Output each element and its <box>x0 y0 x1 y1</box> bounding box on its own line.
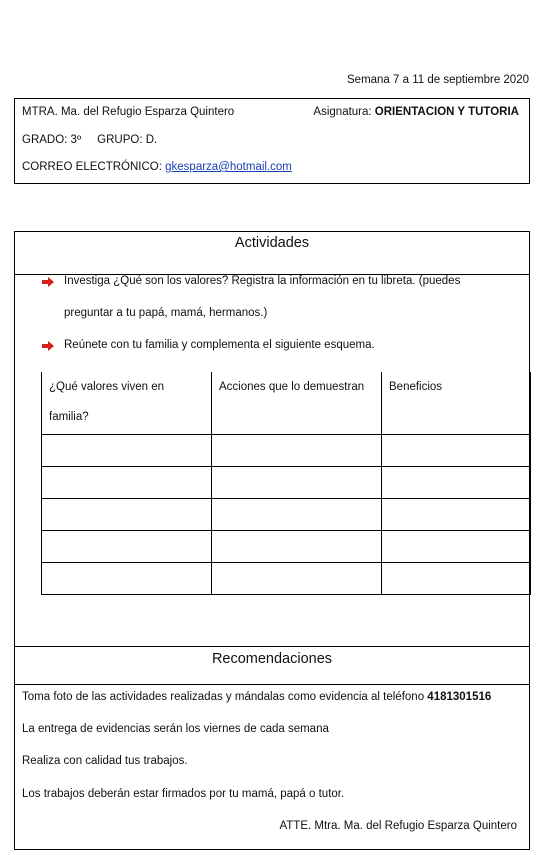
date-line: Semana 7 a 11 de septiembre 2020 <box>347 74 529 86</box>
table-cell[interactable] <box>42 499 212 531</box>
email-link[interactable]: gkesparza@hotmail.com <box>165 161 292 173</box>
arrow-bullet-icon <box>42 277 54 287</box>
recommendation-1 <box>22 691 491 703</box>
arrow-bullet-icon <box>42 341 54 351</box>
activity-2: Reúnete con tu familia y complementa el siguiente esquema. <box>64 339 375 351</box>
table-row <box>42 563 531 595</box>
subject-line <box>313 106 519 118</box>
subject-value: ORIENTACION Y TUTORIA <box>374 106 519 118</box>
table-row <box>42 499 531 531</box>
recommendations-title: Recomendaciones <box>211 651 333 667</box>
col-header-values-line-2: familia? <box>49 411 89 423</box>
col-header-benefits: Beneficios <box>382 372 531 435</box>
table-cell[interactable] <box>42 435 212 467</box>
email-line <box>22 161 292 173</box>
table-row <box>42 531 531 563</box>
subject-label: Asignatura: <box>313 106 375 118</box>
table-header-row <box>42 372 531 435</box>
table-cell[interactable] <box>212 563 382 595</box>
col-header-actions: Acciones que lo demuestran <box>212 372 382 435</box>
email-label: CORREO ELECTRÓNICO: <box>22 161 166 173</box>
recommendation-4: Los trabajos deberán estar firmados por tu mamá, papá o tutor. <box>22 788 345 800</box>
table-cell[interactable] <box>212 467 382 499</box>
col-header-values <box>42 372 212 435</box>
table-cell[interactable] <box>382 435 531 467</box>
table-cell[interactable] <box>382 531 531 563</box>
grade-group-line <box>22 134 157 146</box>
activity-1-line-2: preguntar a tu papá, mamá, hermanos.) <box>64 307 268 319</box>
recommendations-divider <box>15 684 529 685</box>
teacher-name: MTRA. Ma. del Refugio Esparza Quintero <box>22 106 235 118</box>
table-cell[interactable] <box>42 531 212 563</box>
table-cell[interactable] <box>212 531 382 563</box>
table-cell[interactable] <box>42 563 212 595</box>
activity-1-line-1: Investiga ¿Qué son los valores? Registra la información en tu libreta. (puedes <box>64 275 461 287</box>
table-cell[interactable] <box>212 499 382 531</box>
main-box <box>14 231 530 850</box>
recommendations-divider-top <box>15 646 529 647</box>
table-cell[interactable] <box>382 467 531 499</box>
activities-title: Actividades <box>234 235 310 251</box>
grade: GRADO: 3º <box>22 134 82 146</box>
recommendation-2: La entrega de evidencias serán los viernes de cada semana <box>22 723 329 735</box>
header-box <box>14 98 530 184</box>
values-table <box>41 372 531 595</box>
table-cell[interactable] <box>212 435 382 467</box>
table-cell[interactable] <box>382 499 531 531</box>
col-header-values-line-1: ¿Qué valores viven en <box>49 381 165 393</box>
signature: ATTE. Mtra. Ma. del Refugio Esparza Quintero <box>279 820 517 832</box>
table-row <box>42 467 531 499</box>
table-cell[interactable] <box>382 563 531 595</box>
table-cell[interactable] <box>42 467 212 499</box>
recommendation-1-text: Toma foto de las actividades realizadas y mándalas como evidencia al teléfono <box>22 691 428 703</box>
phone-number: 4181301516 <box>427 691 492 703</box>
group: GRUPO: D. <box>97 134 158 146</box>
table-row <box>42 435 531 467</box>
recommendation-3: Realiza con calidad tus trabajos. <box>22 755 188 767</box>
